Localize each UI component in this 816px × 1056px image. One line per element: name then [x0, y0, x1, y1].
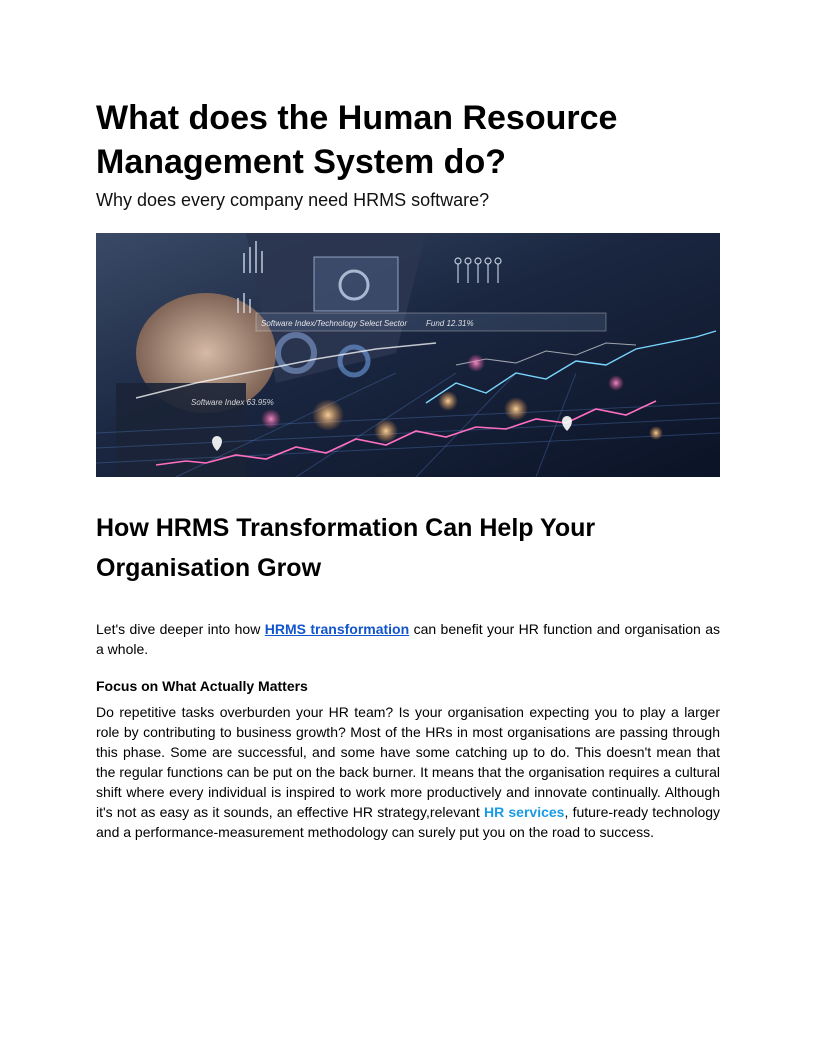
intro-text-after: can benefit your HR function and organisation as a whole.: [96, 621, 720, 657]
hr-services-link[interactable]: HR services: [483, 804, 565, 820]
svg-text:Software Index/Technology Sele: Software Index/Technology Select Sector: [261, 319, 408, 328]
hero-image: [96, 233, 720, 477]
hrms-transformation-link[interactable]: HRMS transformation: [264, 621, 410, 637]
page-title: What does the Human Resource Management System do?: [96, 99, 618, 181]
body-paragraph: [96, 702, 720, 842]
document-page: [96, 96, 720, 842]
intro-paragraph: [96, 619, 720, 659]
body-text-after: , future-ready technology and a performance-measurement methodology can surely put you on the road to success.: [96, 804, 721, 840]
section-heading: How HRMS Transformation Can Help Your Organisation Grow: [96, 514, 596, 582]
page-subtitle: Why does every company need HRMS software?: [96, 190, 490, 210]
subsection-heading: Focus on What Actually Matters: [96, 678, 308, 694]
svg-text:Fund 12.31%: Fund 12.31%: [426, 319, 474, 328]
svg-text:Software Index 63.95%: Software Index 63.95%: [191, 398, 274, 407]
intro-text-before: Let's dive deeper into how: [96, 621, 265, 637]
body-text-before: Do repetitive tasks overburden your HR team? Is your organisation expecting you to play a larger role by contributing to business growth? Most of the HRs in most organisations are passing through this phase. Some are successful, and some have some catching up to do. This doesn't mean that the regular functions can be put on the back burner. It means that the organisation requires a cultural shift where every individual is inspired to work more productively and innovate continually. Although it's not as easy as it sounds, an effective HR strategy,relevant: [96, 704, 720, 820]
